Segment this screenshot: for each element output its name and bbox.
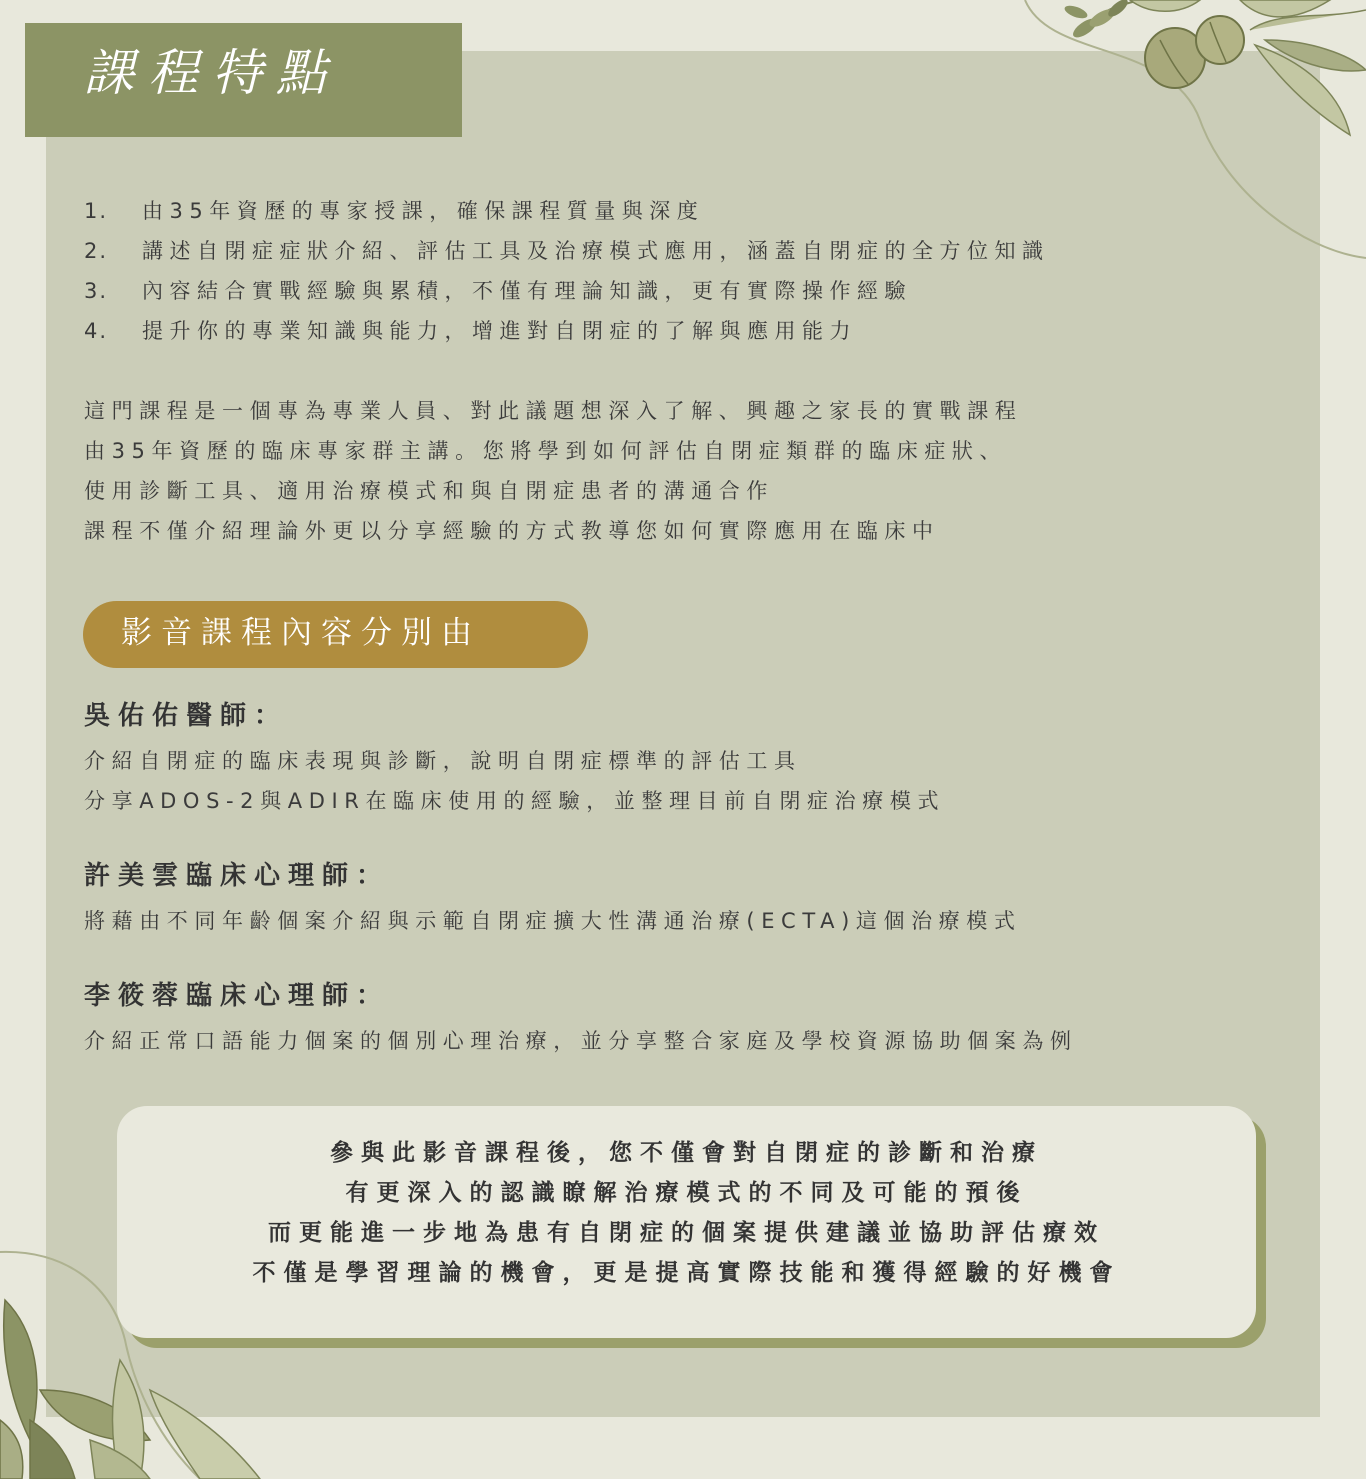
- summary-line: 參與此影音課程後，您不僅會對自閉症的診斷和治療: [330, 1140, 1043, 1166]
- teacher-desc-line: 將藉由不同年齡個案介紹與示範自閉症擴大性溝通治療(ECTA)這個治療模式: [84, 909, 1022, 933]
- teacher-desc-line: 介紹正常口語能力個案的個別心理治療，並分享整合家庭及學校資源協助個案為例: [84, 1029, 1078, 1053]
- list-text: 講述自閉症症狀介紹、評估工具及治療模式應用，涵蓋自閉症的全方位知識: [142, 239, 1050, 263]
- intro-line: 使用診斷工具、適用治療模式和與自閉症患者的溝通合作: [84, 479, 774, 503]
- list-item: [84, 274, 1050, 314]
- list-number: 3.: [84, 279, 109, 303]
- list-number: 1.: [84, 199, 109, 223]
- list-number: 4.: [84, 319, 109, 343]
- summary-line: 而更能進一步地為患有自閉症的個案提供建議並協助評估療效: [268, 1220, 1105, 1246]
- list-item: [84, 314, 1050, 354]
- teacher-block-hsu: [84, 858, 1021, 946]
- teacher-name: 李筱蓉臨床心理師：: [84, 981, 391, 1011]
- summary-line: 不僅是學習理論的機會，更是提高實際技能和獲得經驗的好機會: [252, 1260, 1121, 1286]
- intro-line: 課程不僅介紹理論外更以分享經驗的方式教導您如何實際應用在臨床中: [84, 519, 940, 543]
- teacher-name: 許美雲臨床心理師：: [84, 861, 391, 891]
- intro-paragraph: [84, 394, 1022, 554]
- teacher-block-wu: [84, 698, 945, 826]
- section-label-pill: [83, 601, 588, 668]
- list-item: [84, 194, 1050, 234]
- list-text: 內容結合實戰經驗與累積，不僅有理論知識，更有實際操作經驗: [142, 279, 912, 303]
- teacher-block-li: [84, 978, 1078, 1066]
- feature-list: [84, 194, 1050, 354]
- list-item: [84, 234, 1050, 274]
- teacher-desc-line: 介紹自閉症的臨床表現與診斷，說明自閉症標準的評估工具: [84, 749, 802, 773]
- teacher-desc-line: 分享ADOS-2與ADIR在臨床使用的經驗，並整理目前自閉症治療模式: [84, 789, 946, 813]
- summary-card: [117, 1106, 1256, 1338]
- intro-line: 由35年資歷的臨床專家群主講。您將學到如何評估自閉症類群的臨床症狀、: [84, 439, 1008, 463]
- list-text: 由35年資歷的專家授課，確保課程質量與深度: [142, 199, 705, 223]
- section-label: 影音課程內容分別由: [121, 615, 481, 651]
- teacher-name: 吳佑佑醫師：: [84, 701, 289, 731]
- list-text: 提升你的專業知識與能力，增進對自閉症的了解與應用能力: [142, 319, 857, 343]
- summary-line: 有更深入的認識瞭解治療模式的不同及可能的預後: [345, 1180, 1028, 1206]
- page-title: 課程特點: [84, 44, 340, 102]
- leaf-branch-top-right-icon: [1010, 0, 1366, 270]
- list-number: 2.: [84, 239, 109, 263]
- intro-line: 這門課程是一個專為專業人員、對此議題想深入了解、興趣之家長的實戰課程: [84, 399, 1023, 423]
